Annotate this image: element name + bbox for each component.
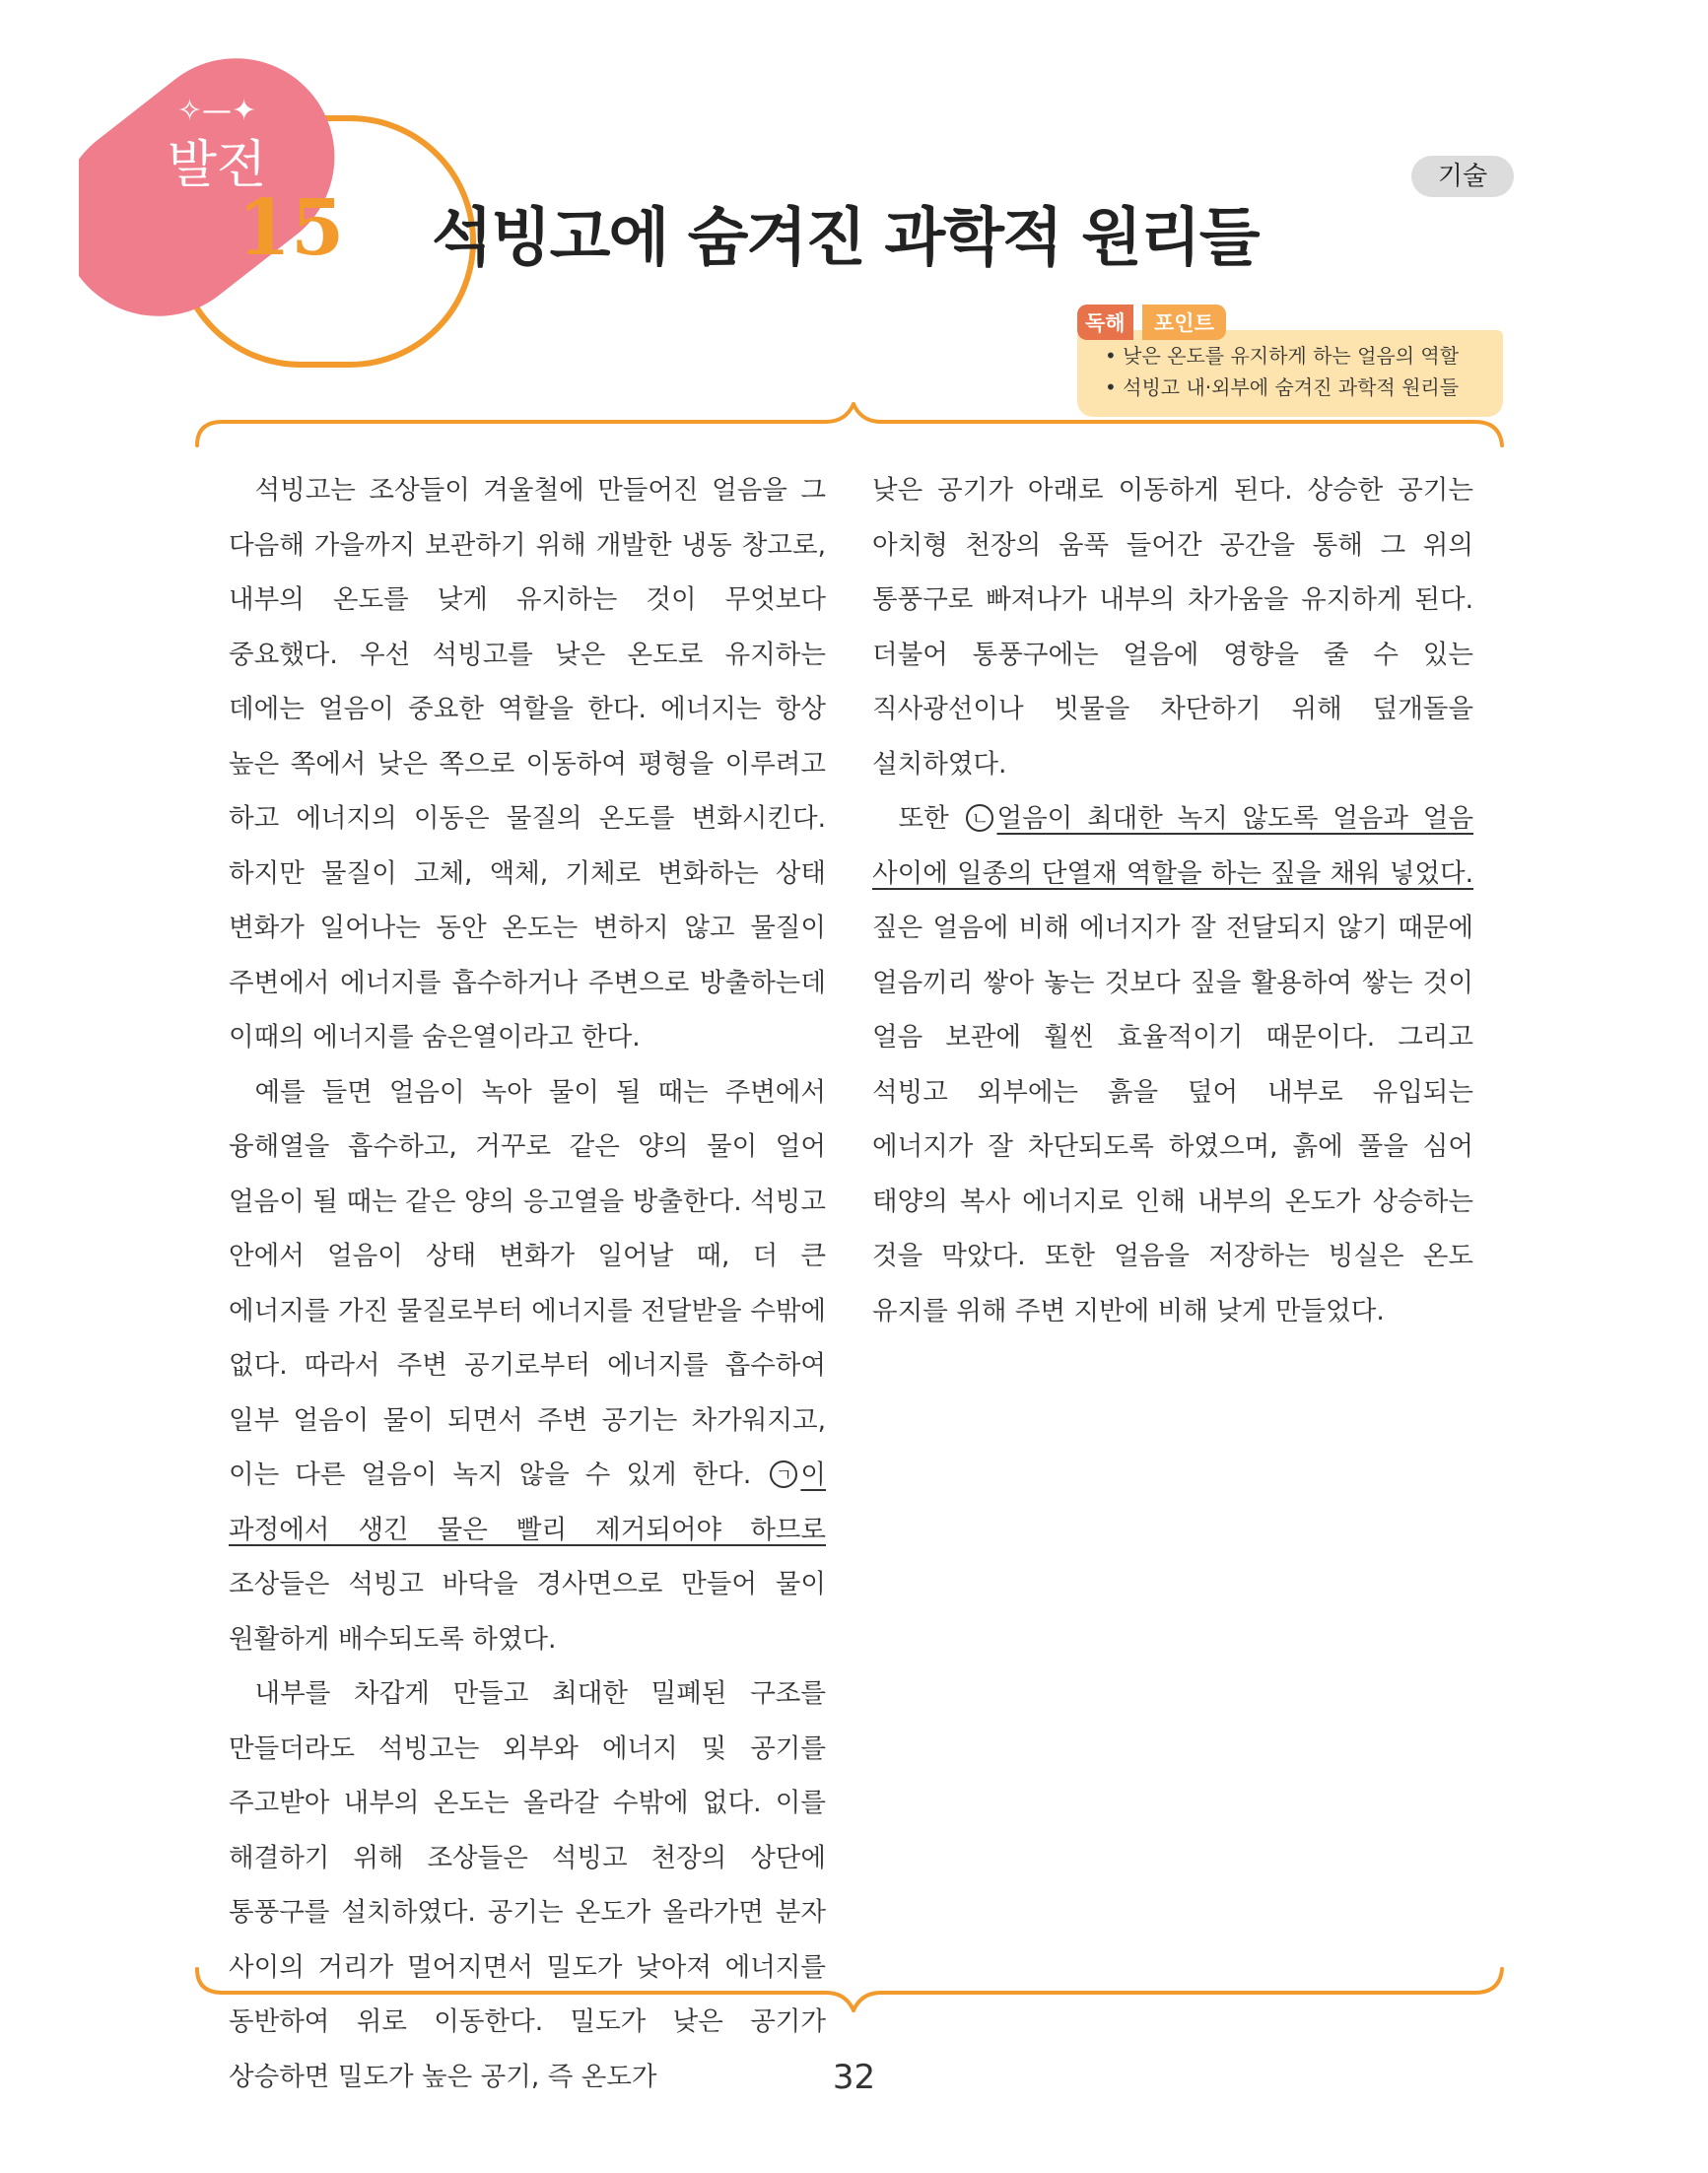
badge-level: 발전: [167, 136, 267, 195]
left-column: [229, 463, 826, 2104]
badge-sparkle: ✧—✦: [176, 94, 257, 128]
reading-point-item: • 낮은 온도를 유지하게 하는 얼음의 역할: [1105, 344, 1460, 368]
subject-tag: 기술: [1411, 156, 1514, 197]
reading-point-tag-2: 포인트: [1142, 305, 1226, 340]
paragraph-text: 또한: [898, 803, 964, 834]
underlined-text: 이 과정에서 생긴 물은 빨리 제거되어야 하므로: [229, 1460, 826, 1545]
paragraph-text: 조상들은 석빙고 바닥을 경사면으로 만들어 물이 원활하게 배수되도록 하였다.: [229, 1569, 826, 1655]
annotation-mark-a: ㄱ: [770, 1460, 797, 1488]
paragraph-text: 짚은 얼음에 비해 에너지가 잘 전달되지 않기 때문에 얼음끼리 쌓아 놓는 것보다 짚을 활용하여 쌓는 것이 얼음 보관에 훨씬 효율적이기 때문이다. 그리고 석빙고 외부에는 흙을 덮어 내부로 유입되는 에너지가 잘 차단되도록 하였으며, 흙에 풀을 심어 태양의 복사 에너지로 인해 내부의 온도가 상승하는 것을 막았다. 또한 얼음을 저장하는 빙실은 온도 유지를 위해 주변 지반에 비해 낮게 만들었다.: [872, 913, 1473, 1326]
page-title: 석빙고에 숨겨진 과학적 원리들: [432, 201, 1259, 275]
paragraph: [229, 1065, 826, 1667]
annotation-mark-b: ㄴ: [966, 804, 993, 832]
paragraph-text: 예를 들면 얼음이 녹아 물이 될 때는 주변에서 융해열을 흡수하고, 거꾸로 같은 양의 물이 얼어 얼음이 될 때는 같은 양의 응고열을 방출한다. 석빙고 안에서 얼음이 상태 변화가 일어날 때, 더 큰 에너지를 가진 물질로부터 에너지를 전달받을 수밖에 없다. 따라서 주변 공기로부터 에너지를 흡수하여 일부 얼음이 물이 되면서 주변 공기는 차가워지고, 이는 다른 얼음이 녹지 않을 수 있게 한다.: [229, 1076, 826, 1490]
paragraph: 낮은 공기가 아래로 이동하게 된다. 상승한 공기는 아치형 천장의 움푹 들어간 공간을 통해 그 위의 통풍구로 빠져나가 내부의 차가움을 유지하게 된다. 더불어 통풍구에는 얼음에 영향을 줄 수 있는 직사광선이나 빗물을 차단하기 위해 덮개돌을 설치하였다.: [872, 475, 1473, 780]
reading-point-tag-1: 독해: [1077, 305, 1133, 340]
badge-number: 15: [237, 183, 345, 273]
right-column: [872, 463, 1473, 1338]
page-number: 32: [832, 2058, 876, 2097]
paragraph: 석빙고는 조상들이 겨울철에 만들어진 얼음을 그 다음해 가을까지 보관하기 위해 개발한 냉동 창고로, 내부의 온도를 낮게 유지하는 것이 무엇보다 중요했다. 우선 석빙고를 낮은 온도로 유지하는 데에는 얼음이 중요한 역할을 한다. 에너지는 항상 높은 쪽에서 낮은 쪽으로 이동하여 평형을 이루려고 하고 에너지의 이동은 물질의 온도를 변화시킨다. 하지만 물질이 고체, 액체, 기체로 변화하는 상태 변화가 일어나는 동안 온도는 변하지 않고 물질이 주변에서 에너지를 흡수하거나 주변으로 방출하는데 이때의 에너지를 숨은열이라고 한다.: [229, 475, 826, 1053]
paragraph: [872, 791, 1473, 1338]
paragraph: 내부를 차갑게 만들고 최대한 밀폐된 구조를 만들더라도 석빙고는 외부와 에너지 및 공기를 주고받아 내부의 온도는 올라갈 수밖에 없다. 이를 해결하기 위해 조상들은 석빙고 천장의 상단에 통풍구를 설치하였다. 공기는 온도가 올라가면 분자 사이의 거리가 멀어지면서 밀도가 낮아져 에너지를 동반하여 위로 이동한다. 밀도가 낮은 공기가 상승하면 밀도가 높은 공기, 즉 온도가: [229, 1678, 826, 2092]
underlined-text: 얼음이 최대한 녹지 않도록 얼음과 얼음 사이에 일종의 단열재 역할을 하는 짚을 채워 넣었다.: [872, 803, 1473, 889]
reading-point-item: • 석빙고 내·외부에 숨겨진 과학적 원리들: [1105, 375, 1460, 399]
